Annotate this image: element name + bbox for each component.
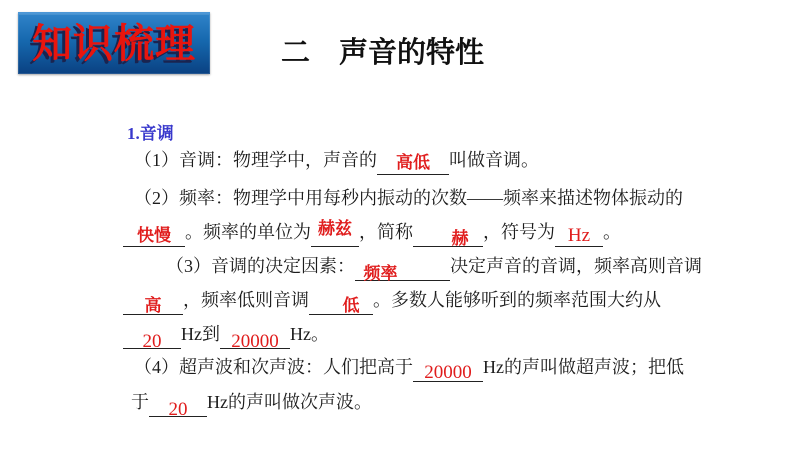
line-text: ，简称: [359, 222, 413, 242]
blank-answer: 赫兹: [318, 219, 352, 238]
blank-answer: 高低: [396, 153, 430, 172]
line-text: 于: [131, 392, 149, 412]
text-line: [134, 186, 683, 210]
line-text: Hz。: [290, 324, 329, 344]
line-text: 。频率的单位为: [185, 222, 311, 242]
fill-blank-underline: [149, 395, 207, 420]
fill-blank-underline: [377, 153, 449, 175]
blank-answer: 20000: [231, 331, 279, 352]
line-text: Hz的声叫做次声波。: [207, 392, 372, 412]
line-text: ，符号为: [483, 222, 555, 242]
text-line: [166, 254, 702, 281]
fill-blank-underline: [309, 293, 373, 315]
blank-answer: 20000: [424, 362, 472, 383]
section-heading: 1.音调: [127, 124, 174, 143]
line-text: ，频率低则音调: [183, 290, 309, 310]
fill-blank-underline: [123, 327, 181, 352]
text-line: [123, 288, 661, 315]
fill-blank-underline: [555, 225, 603, 247]
blank-answer: 20: [142, 331, 162, 352]
fill-blank-underline: [123, 293, 183, 315]
line-text: Hz的声叫做超声波；把低: [483, 357, 684, 377]
blank-answer: 频率: [363, 264, 398, 283]
blank-answer: 赫: [451, 229, 469, 248]
page-title: 二 声音的特性: [281, 37, 485, 69]
text-line: [131, 390, 372, 420]
blank-answer: Hz: [567, 225, 591, 246]
fill-blank-underline: [355, 259, 450, 281]
knowledge-review-banner: [18, 12, 210, 74]
fill-blank-underline: [311, 219, 359, 247]
banner-label: 知识梳理: [32, 22, 196, 66]
fill-blank-underline: [413, 360, 483, 382]
text-line: [123, 220, 621, 247]
line-text: 决定声音的音调，频率高则音调: [450, 256, 702, 276]
line-text: （2）频率：物理学中用每秒内振动的次数——频率来描述物体振动的: [134, 188, 683, 208]
line-text: （4）超声波和次声波：人们把高于: [134, 357, 413, 377]
line-text: 。多数人能够听到的频率范围大约从: [373, 290, 661, 310]
blank-answer: 20: [168, 399, 188, 420]
text-line: [134, 148, 539, 175]
text-line: [123, 322, 329, 352]
blank-answer: 快慢: [137, 226, 171, 245]
line-text: Hz到: [181, 324, 220, 344]
blank-answer: 高: [144, 296, 162, 315]
fill-blank-underline: [413, 225, 483, 247]
line-text: 。: [603, 222, 621, 242]
fill-blank-underline: [123, 225, 185, 247]
line-text: （3）音调的决定因素：: [166, 256, 355, 276]
line-text: 叫做音调。: [449, 150, 539, 170]
blank-answer: 低: [342, 296, 360, 315]
text-line: [134, 355, 684, 382]
line-text: （1）音调：物理学中，声音的: [134, 150, 377, 170]
fill-blank-underline: [220, 327, 290, 352]
